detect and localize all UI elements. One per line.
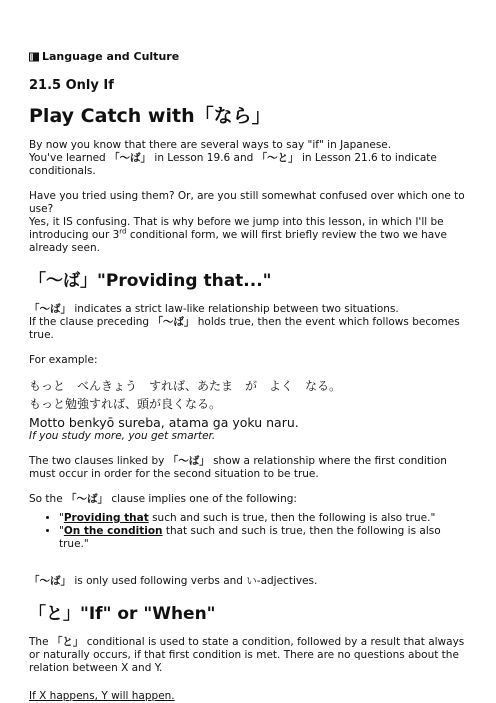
ba-p1-text-e: holds true, then the event which follows becomes true. — [29, 316, 460, 341]
section-label-text: Language and Culture — [42, 50, 180, 63]
quote-mark: " — [59, 512, 64, 524]
emphasis-term: Providing that — [63, 512, 149, 524]
for-example-label: For example: — [29, 354, 98, 366]
ba-p2-text-c: show a relationship where the first condition must occur in order for the second situation to be true. — [29, 455, 447, 480]
implication-list — [29, 512, 469, 551]
to-rule-statement: If X happens, Y will happen. — [29, 690, 175, 702]
to-section-heading: 「と」"If" or "When" — [29, 604, 216, 624]
intro-paragraph-2 — [29, 190, 469, 255]
lesson-title: 21.5 Only If — [29, 78, 114, 93]
to-p1-text-a: The — [29, 636, 52, 648]
ba-paragraph-3 — [29, 493, 469, 506]
book-icon — [29, 52, 39, 62]
intro-p1-text-a: You've learned — [29, 152, 110, 164]
ba-p2-text-a: The two clauses linked by — [29, 455, 168, 467]
ba-usage-note — [29, 575, 469, 588]
ordinal-suffix: rd — [119, 227, 127, 236]
emphasis-term: On the condition — [63, 525, 163, 537]
intro-p1-text-c: in Lesson 19.6 and — [151, 152, 257, 164]
intro-p2-line1: Have you tried using them? Or, are you still somewhat confused over which one to use? — [29, 190, 465, 215]
list-item — [59, 512, 469, 525]
to-form-inline: 「～と」 — [256, 152, 299, 164]
ba-form-inline: 「～ば」 — [167, 455, 210, 467]
intro-p1-text-e: in Lesson 21.6 to indicate conditionals. — [29, 152, 437, 177]
list-item — [59, 525, 469, 551]
example-kana: もっと べんきょう すれば、あたま が よく なる。 — [29, 379, 342, 393]
example-translation: If you study more, you get smarter. — [29, 430, 216, 442]
ba-p3-text-c: clause implies one of the following: — [108, 493, 297, 505]
ba-form-inline: 「～ば」 — [29, 575, 71, 587]
example-kanji: もっと勉強すれば、頭が良くなる。 — [29, 397, 222, 411]
intro-p2-text-b: conditional form, we will first briefly review the two we have already seen. — [29, 229, 447, 254]
section-label — [29, 49, 469, 65]
example-block — [29, 377, 469, 443]
intro-p1-line1: By now you know that there are several ways to say "if" in Japanese. — [29, 139, 392, 151]
ba-form-inline: 「～ば」 — [152, 316, 195, 328]
ba-form-inline: 「～ば」 — [109, 152, 152, 164]
to-paragraph-1 — [29, 636, 469, 675]
intro-paragraph-1 — [29, 139, 469, 178]
quote-mark: " — [59, 525, 64, 537]
ba-form-inline: 「～ば」 — [29, 303, 71, 315]
page-title: Play Catch with「なら」 — [29, 105, 271, 127]
ba-p1-text-b: indicates a strict law-like relationship between two situations. — [71, 303, 399, 315]
list-item-text: that such and such is true, then the following is also true." — [59, 525, 441, 550]
intro-p2-text-a: Yes, it IS confusing. That is why before we jump into this lesson, in which I'll be introducing our 3 — [29, 216, 444, 241]
to-form-inline: 「と」 — [51, 636, 84, 648]
ba-paragraph-2 — [29, 455, 469, 481]
ba-p3-text-a: So the — [29, 493, 66, 505]
ba-note-text: is only used following verbs and い-adjectives. — [71, 575, 318, 587]
ba-form-inline: 「～ば」 — [66, 493, 108, 505]
list-item-text: such and such is true, then the following is also true." — [148, 512, 436, 524]
ba-section-heading: 「～ば」"Providing that..." — [29, 271, 272, 291]
document-page — [29, 49, 469, 703]
ba-p1-text-c: If the clause preceding — [29, 316, 153, 328]
example-romaji: Motto benkyō sureba, atama ga yoku naru. — [29, 415, 299, 430]
to-p1-text-c: conditional is used to state a condition, followed by a result that always or naturally occurs, if that first condition is met. There are no questions about the relation between X and Y. — [29, 636, 465, 674]
ba-paragraph-1 — [29, 303, 469, 342]
